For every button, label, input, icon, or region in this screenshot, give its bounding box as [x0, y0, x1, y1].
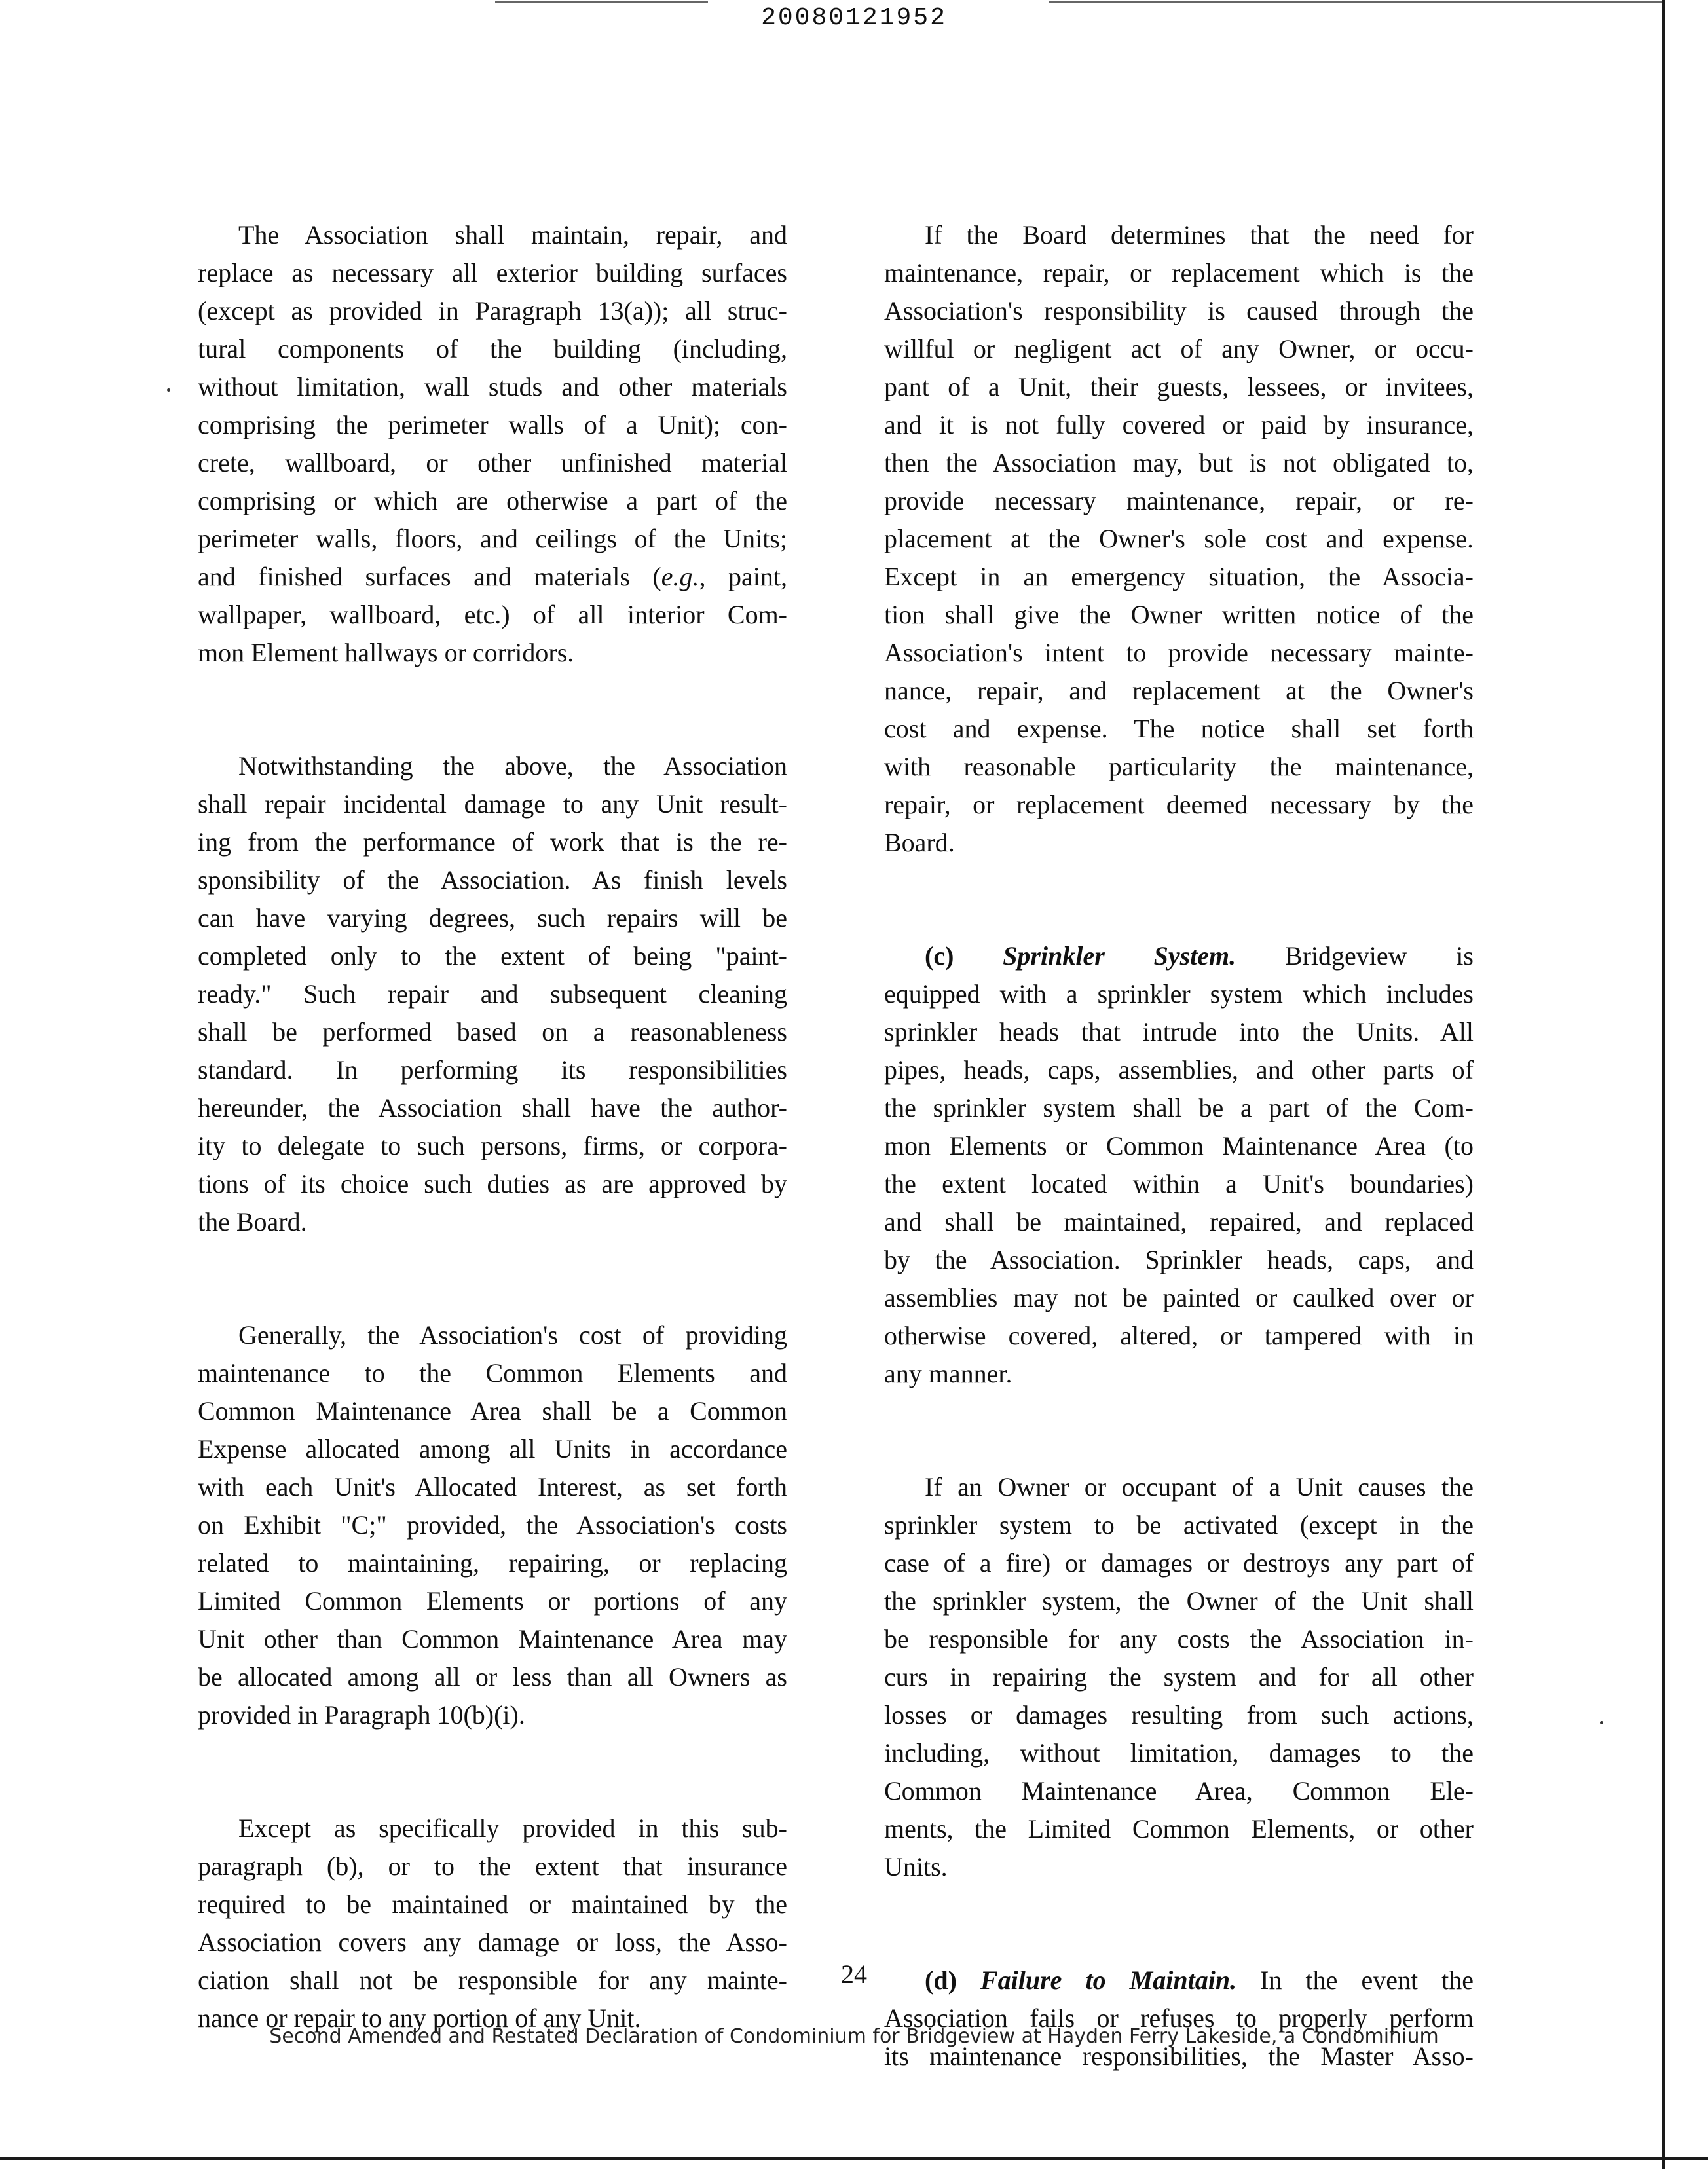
text-line: by the Association. Sprinkler heads, caps, and	[884, 1245, 1474, 1274]
paragraph-owner-caused-maintenance	[884, 216, 1474, 862]
text-line: provide necessary maintenance, repair, or re-	[884, 486, 1474, 515]
paragraph-exceptions	[198, 1809, 787, 2037]
text-line: Association covers any damage or loss, the Asso-	[198, 1927, 787, 1957]
text-line: willful or negligent act of any Owner, or occu-	[884, 334, 1474, 363]
text-line: sprinkler heads that intrude into the Units. All	[884, 1017, 1474, 1047]
scan-top-rule	[1049, 1, 1662, 3]
text-line: Common Maintenance Area shall be a Common	[198, 1396, 787, 1426]
text-line: sprinkler system to be activated (except in the	[884, 1510, 1474, 1540]
text-line: nance or repair to any portion of any Unit.	[198, 2003, 641, 2033]
text-line: equipped with a sprinkler system which includes	[884, 979, 1474, 1009]
text-line: then the Association may, but is not obligated to,	[884, 448, 1474, 477]
text-line: the sprinkler system, the Owner of the Unit shall	[884, 1586, 1474, 1616]
text-line: tions of its choice such duties as are approved by	[198, 1169, 787, 1198]
text-line: on Exhibit "C;" provided, the Association's costs	[198, 1510, 787, 1540]
text-line: any manner.	[884, 1359, 1012, 1388]
text-run: Bridgeview is	[1284, 941, 1474, 971]
text-line: The Association shall maintain, repair, and	[238, 220, 787, 250]
text-line: Limited Common Elements or portions of any	[198, 1586, 787, 1616]
text-line: the Board.	[198, 1207, 307, 1236]
italic-abbreviation: e.g.	[661, 562, 699, 591]
text-line: maintenance to the Common Elements and	[198, 1358, 787, 1388]
text-line: nance, repair, and replacement at the Owner's	[884, 676, 1474, 705]
text-line: hereunder, the Association shall have the author-	[198, 1093, 787, 1122]
section-label: (c)	[925, 941, 954, 971]
text-run: In the event the	[1260, 1965, 1474, 1995]
text-line: and shall be maintained, repaired, and replaced	[884, 1207, 1474, 1236]
text-line: the sprinkler system shall be a part of the Com-	[884, 1093, 1474, 1122]
text-line: mon Elements or Common Maintenance Area (to	[884, 1131, 1474, 1160]
scan-top-rule	[495, 1, 708, 3]
paragraph-incidental-damage	[198, 747, 787, 1241]
text-line: ments, the Limited Common Elements, or other	[884, 1814, 1474, 1844]
section-title: Failure to Maintain.	[980, 1965, 1237, 1995]
text-line: standard. In performing its responsibilities	[198, 1055, 787, 1084]
text-line	[198, 558, 787, 596]
text-line: tion shall give the Owner written notice of the	[884, 600, 1474, 629]
text-line: Notwithstanding the above, the Association	[238, 751, 787, 781]
text-line: If the Board determines that the need for	[925, 220, 1474, 250]
text-line: ready." Such repair and subsequent cleaning	[198, 979, 787, 1009]
text-line: Common Maintenance Area, Common Ele-	[884, 1776, 1474, 1806]
section-sprinkler-system	[884, 937, 1474, 1393]
text-line: comprising the perimeter walls of a Unit); con-	[198, 410, 787, 439]
right-column	[884, 216, 1474, 2151]
text-line: ciation shall not be responsible for any mainte-	[198, 1965, 787, 1995]
scan-speck	[1600, 1721, 1603, 1724]
text-line: the extent located within a Unit's boundaries)	[884, 1169, 1474, 1198]
text-line: Association's intent to provide necessary mainte-	[884, 638, 1474, 667]
text-line: Units.	[884, 1852, 948, 1882]
text-line: crete, wallboard, or other unfinished material	[198, 448, 787, 477]
text-line: cost and expense. The notice shall set forth	[884, 714, 1474, 743]
text-line: tural components of the building (including,	[198, 334, 787, 363]
section-title: Sprinkler System.	[1003, 941, 1236, 971]
text-line: (except as provided in Paragraph 13(a)); all struc-	[198, 296, 787, 325]
text-line: provided in Paragraph 10(b)(i).	[198, 1700, 525, 1730]
scan-speck	[167, 388, 170, 392]
paragraph-sprinkler-activation	[884, 1468, 1474, 1886]
text-line: ing from the performance of work that is the re-	[198, 827, 787, 857]
text-line: Except as specifically provided in this sub-	[238, 1813, 787, 1843]
text-line: placement at the Owner's sole cost and expense.	[884, 524, 1474, 553]
text-line: and it is not fully covered or paid by insurance,	[884, 410, 1474, 439]
text-line: losses or damages resulting from such actions,	[884, 1700, 1474, 1730]
text-line: shall be performed based on a reasonableness	[198, 1017, 787, 1047]
text-line: Association's responsibility is caused through the	[884, 296, 1474, 325]
text-line: case of a fire) or damages or destroys any part of	[884, 1548, 1474, 1578]
text-line: replace as necessary all exterior building surfaces	[198, 258, 787, 287]
text-line: related to maintaining, repairing, or replacing	[198, 1548, 787, 1578]
text-line: required to be maintained or maintained by the	[198, 1889, 787, 1919]
paragraph-maintenance-costs	[198, 1316, 787, 1734]
text-run: and finished surfaces and materials (	[198, 562, 661, 591]
text-line: be responsible for any costs the Association in-	[884, 1624, 1474, 1654]
text-line: paragraph (b), or to the extent that insurance	[198, 1851, 787, 1881]
text-line: Board.	[884, 828, 955, 857]
text-line: If an Owner or occupant of a Unit causes the	[925, 1472, 1474, 1502]
document-footer: Second Amended and Restated Declaration of Condominium for Bridgeview at Hayden Ferry Lakeside, a Condominium	[269, 2025, 1439, 2048]
text-line: mon Element hallways or corridors.	[198, 638, 574, 667]
scan-page-edge	[0, 2157, 1708, 2160]
page-number: 24	[841, 1959, 867, 1989]
text-line: can have varying degrees, such repairs will be	[198, 903, 787, 933]
text-line: Expense allocated among all Units in accordance	[198, 1434, 787, 1464]
text-line: its maintenance responsibilities, the Master Asso-	[884, 2041, 1474, 2071]
text-line: pipes, heads, caps, assemblies, and other parts of	[884, 1055, 1474, 1084]
text-line: Unit other than Common Maintenance Area may	[198, 1624, 787, 1654]
text-line: Generally, the Association's cost of providing	[238, 1320, 787, 1350]
text-line: with each Unit's Allocated Interest, as set forth	[198, 1472, 787, 1502]
text-line: without limitation, wall studs and other materials	[198, 372, 787, 401]
text-line: completed only to the extent of being "paint-	[198, 941, 787, 971]
text-line: sponsibility of the Association. As finish levels	[198, 865, 787, 895]
text-line: curs in repairing the system and for all other	[884, 1662, 1474, 1692]
text-line: comprising or which are otherwise a part of the	[198, 486, 787, 515]
text-line: otherwise covered, altered, or tampered with in	[884, 1321, 1474, 1350]
text-line: with reasonable particularity the maintenance,	[884, 752, 1474, 781]
scan-page-edge	[1662, 0, 1665, 2169]
text-line: assemblies may not be painted or caulked over or	[884, 1283, 1474, 1312]
text-line: be allocated among all or less than all Owners as	[198, 1662, 787, 1692]
section-label: (d)	[925, 1965, 957, 1995]
text-line: pant of a Unit, their guests, lessees, or invitees,	[884, 372, 1474, 401]
text-line: Association fails or refuses to properly perform	[884, 2003, 1474, 2033]
text-line: wallpaper, wallboard, etc.) of all interior Com-	[198, 600, 787, 629]
text-line: Except in an emergency situation, the Associa-	[884, 562, 1474, 591]
section-heading-line	[884, 937, 1474, 975]
text-line: maintenance, repair, or replacement which is the	[884, 258, 1474, 287]
text-line: shall repair incidental damage to any Unit result-	[198, 789, 787, 819]
recording-number: 20080121952	[761, 4, 947, 32]
paragraph-association-maintenance	[198, 216, 787, 672]
left-column	[198, 216, 787, 2113]
text-run: , paint,	[699, 562, 787, 591]
text-line: repair, or replacement deemed necessary by the	[884, 790, 1474, 819]
text-line: including, without limitation, damages to the	[884, 1738, 1474, 1768]
text-line: perimeter walls, floors, and ceilings of the Units;	[198, 524, 787, 553]
text-line: ity to delegate to such persons, firms, or corpora-	[198, 1131, 787, 1160]
